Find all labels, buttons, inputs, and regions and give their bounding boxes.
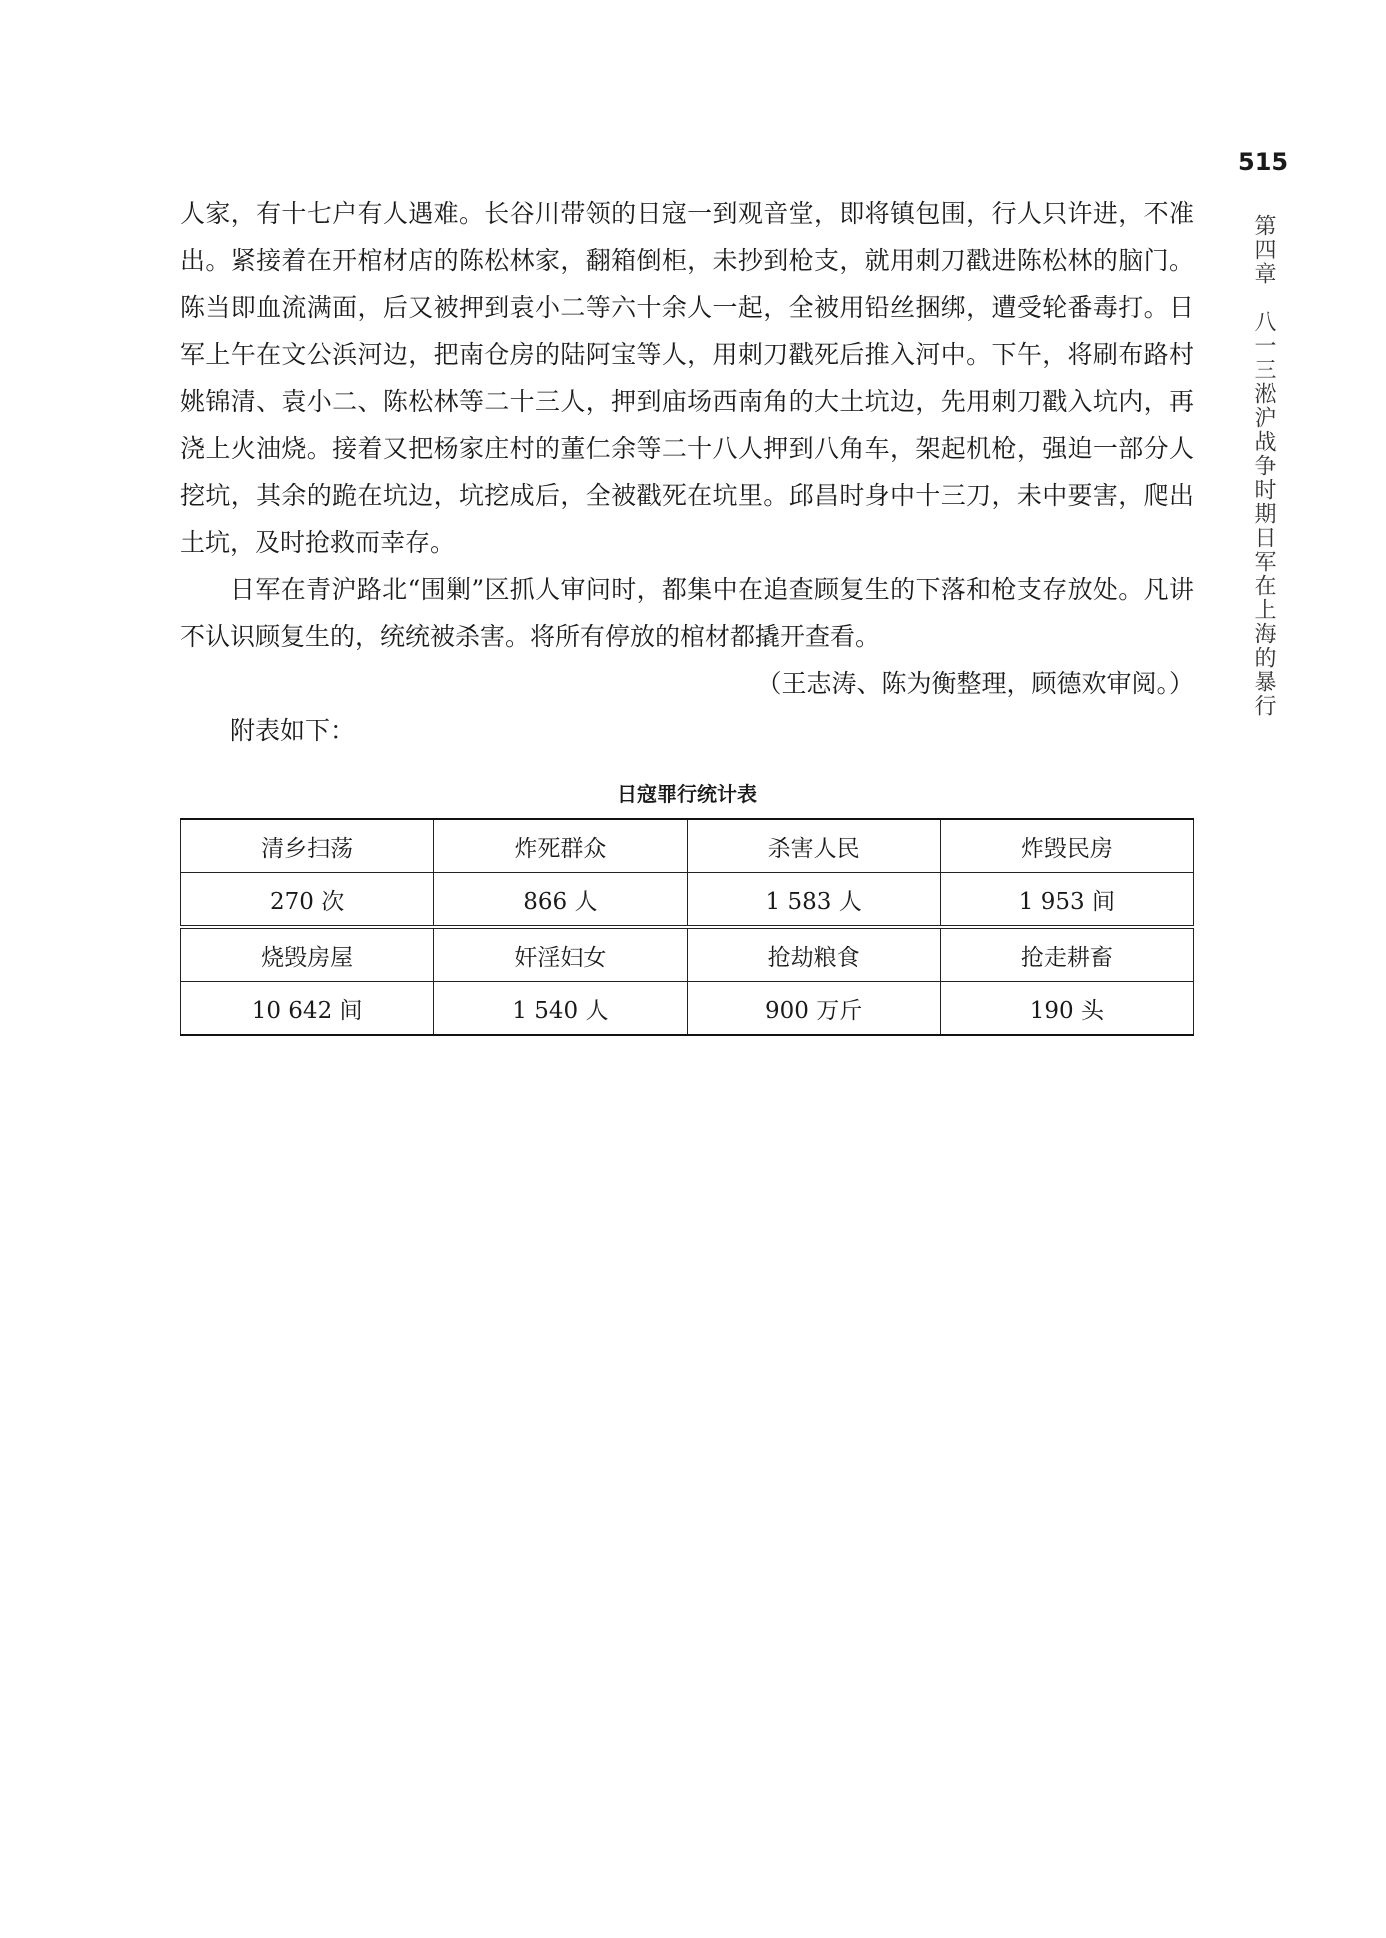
table-cell: 清乡扫荡 (181, 819, 434, 873)
attribution-line: （王志涛、陈为衡整理，顾德欢审阅。） (756, 669, 1194, 698)
table-row (181, 927, 1194, 982)
table-cell: 奸淫妇女 (434, 927, 687, 982)
table-cell: 1 953 间 (940, 873, 1193, 928)
body-text (180, 190, 1194, 754)
table-cell: 炸毁民房 (940, 819, 1193, 873)
table-cell: 1 583 人 (687, 873, 940, 928)
paragraph-1: 人家，有十七户有人遇难。长谷川带领的日寇一到观音堂，即将镇包围，行人只许进，不准出。紧接着在开棺材店的陈松林家，翻箱倒柜，未抄到枪支，就用刺刀戳进陈松林的脑门。陈当即血流满面，后又被押到袁小二等六十余人一起，全被用铅丝捆绑，遭受轮番毒打。日军上午在文公浜河边，把南仓房的陆阿宝等人，用刺刀戳死后推入河中。下午，将刷布路村姚锦清、袁小二、陈松林等二十三人，押到庙场西南角的大土坑边，先用刺刀戳入坑内，再浇上火油烧。接着又把杨家庄村的董仁余等二十八人押到八角车，架起机枪，强迫一部分人挖坑，其余的跪在坑边，坑挖成后，全被戳死在坑里。邱昌时身中十三刀，未中要害，爬出土坑，及时抢救而幸存。 (180, 199, 1194, 557)
table-row (181, 819, 1194, 873)
chapter-running-header: 第四章 八一三淞沪战争时期日军在上海的暴行 (1251, 214, 1276, 718)
table-cell: 杀害人民 (687, 819, 940, 873)
table-cell: 900 万斤 (687, 982, 940, 1036)
paragraph-2: 日军在青沪路北“围剿”区抓人审问时，都集中在追查顾复生的下落和枪支存放处。凡讲不认识顾复生的，统统被杀害。将所有停放的棺材都撬开查看。 (180, 575, 1194, 651)
table-cell: 866 人 (434, 873, 687, 928)
table-cell: 炸死群众 (434, 819, 687, 873)
table-caption: 日寇罪行统计表 (617, 782, 757, 806)
table-cell: 270 次 (181, 873, 434, 928)
page-number: 515 (1238, 148, 1289, 176)
table-row (181, 873, 1194, 928)
table-cell: 烧毁房屋 (181, 927, 434, 982)
appendix-intro: 附表如下： (230, 716, 356, 745)
statistics-table (180, 818, 1194, 1036)
table-cell: 190 头 (940, 982, 1193, 1036)
table-cell: 1 540 人 (434, 982, 687, 1036)
table-cell: 10 642 间 (181, 982, 434, 1036)
table-cell: 抢劫粮食 (687, 927, 940, 982)
table-cell: 抢走耕畜 (940, 927, 1193, 982)
table-row (181, 982, 1194, 1036)
